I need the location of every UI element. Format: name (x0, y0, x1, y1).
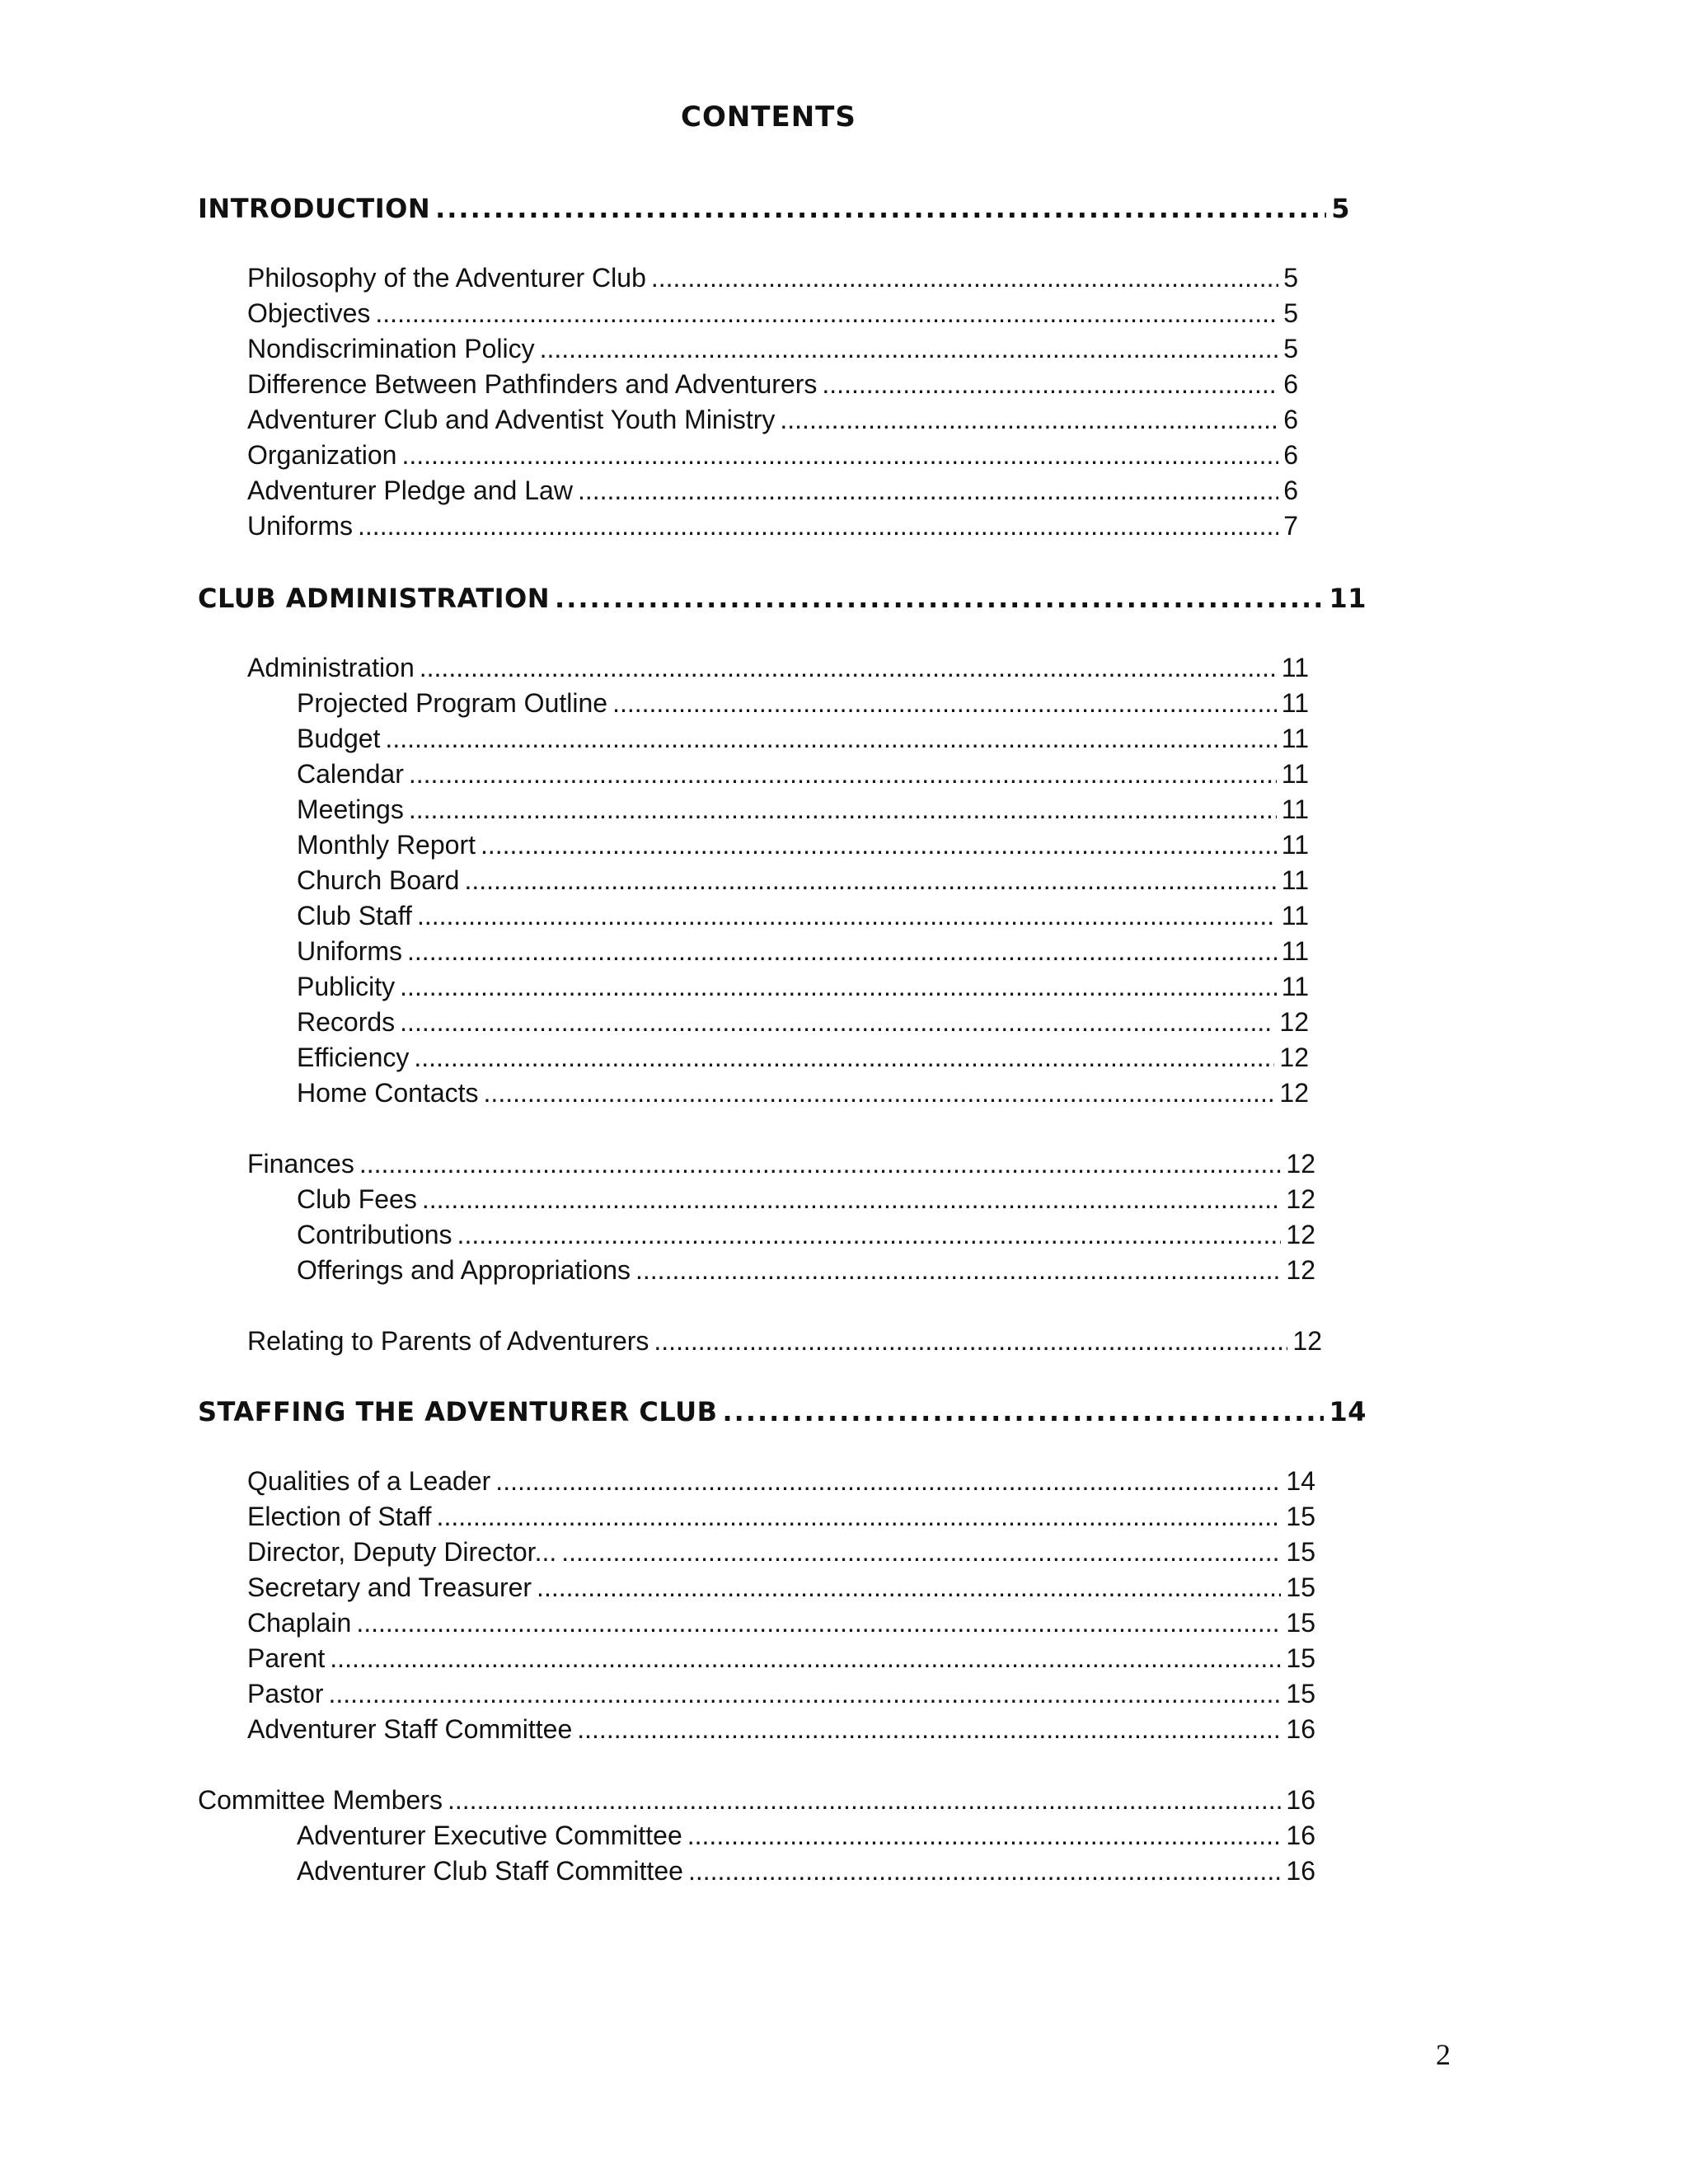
toc-entry (297, 864, 1309, 897)
dot-leader (385, 722, 1276, 755)
toc-entry-page: 11 (1281, 972, 1309, 1001)
toc-entry-title: Projected Program Outline (297, 688, 608, 718)
toc-entry-page: 12 (1279, 1078, 1309, 1108)
toc-entry-title: INTRODUCTION (198, 193, 431, 224)
toc-entry-title: Secretary and Treasurer (247, 1572, 532, 1602)
toc-entry-page: 11 (1281, 901, 1309, 930)
dot-leader (481, 828, 1277, 861)
toc-entry (297, 687, 1309, 719)
toc-entry-title: Monthly Report (297, 830, 476, 860)
toc-entry (297, 757, 1309, 790)
dot-leader (555, 581, 1324, 616)
dot-leader (414, 1041, 1274, 1074)
toc-entry-title: Difference Between Pathfinders and Adventurers (247, 369, 818, 399)
toc-section-heading (198, 581, 1367, 616)
toc-entry (247, 332, 1298, 365)
toc-entry (297, 828, 1309, 861)
toc-entry-title: Club Staff (297, 901, 412, 930)
toc-entry-page: 11 (1281, 688, 1309, 718)
toc-entry (247, 1571, 1315, 1604)
toc-entry (247, 1465, 1315, 1497)
toc-entry (297, 1854, 1315, 1887)
toc-entry-title: CLUB ADMINISTRATION (198, 583, 551, 614)
dot-leader (723, 1394, 1325, 1429)
toc-entry (297, 970, 1309, 1003)
dot-leader (578, 474, 1278, 507)
dot-leader (400, 1005, 1274, 1038)
toc-entry-page: 5 (1283, 263, 1298, 293)
toc-entry-page: 12 (1286, 1149, 1315, 1179)
toc-entry-page: 11 (1281, 794, 1309, 824)
dot-leader (328, 1677, 1281, 1710)
dot-leader (484, 1076, 1275, 1109)
dot-leader (401, 438, 1278, 471)
toc-entry-title: Efficiency (297, 1043, 410, 1072)
dot-leader (577, 1713, 1281, 1746)
toc-entry-page: 15 (1286, 1643, 1315, 1673)
toc-entry (297, 1218, 1315, 1251)
page-number: 2 (1436, 2038, 1451, 2071)
dot-leader (422, 1183, 1282, 1216)
toc-entry-page: 11 (1281, 830, 1309, 860)
toc-entry-page: 12 (1292, 1326, 1322, 1356)
toc-entry (297, 1254, 1315, 1286)
toc-entry (297, 1076, 1309, 1109)
toc-entry (297, 722, 1309, 755)
toc-entry-page: 11 (1281, 759, 1309, 789)
toc-entry-title: Publicity (297, 972, 396, 1001)
toc-entry-title: Objectives (247, 298, 371, 328)
toc-entry-title: Director, Deputy Director... (247, 1537, 557, 1567)
dot-leader (688, 1854, 1281, 1887)
toc-entry (247, 438, 1298, 471)
toc-entry (247, 1642, 1315, 1675)
toc-entry (247, 474, 1298, 507)
toc-entry-page: 15 (1286, 1679, 1315, 1708)
toc-entry-page: 14 (1286, 1466, 1315, 1496)
toc-entry-page: 12 (1279, 1007, 1309, 1037)
toc-entry-title: Administration (247, 653, 415, 682)
toc-entry-page: 12 (1286, 1184, 1315, 1214)
dot-leader (537, 1571, 1281, 1604)
toc-entry-title: STAFFING THE ADVENTURER CLUB (198, 1396, 718, 1427)
dot-leader (495, 1465, 1281, 1497)
toc-entry-page: 14 (1329, 1396, 1367, 1427)
toc-entry (247, 1500, 1315, 1533)
toc-entry-page: 5 (1283, 298, 1298, 328)
toc-entry-page: 11 (1329, 583, 1367, 614)
dot-leader (822, 368, 1278, 401)
toc-entry-page: 6 (1283, 476, 1298, 505)
toc-entry-title: Finances (247, 1149, 354, 1179)
dot-leader (612, 687, 1277, 719)
dot-leader (375, 297, 1278, 330)
dot-leader (654, 1324, 1287, 1357)
dot-leader (359, 1147, 1282, 1180)
toc-entry-page: 7 (1283, 511, 1298, 541)
toc-entry-title: Organization (247, 440, 397, 470)
toc-entry (297, 899, 1309, 932)
toc-entry-title: Adventurer Staff Committee (247, 1714, 573, 1744)
toc-entry (198, 1783, 1315, 1816)
toc-entry (297, 1183, 1315, 1216)
dot-leader (635, 1254, 1281, 1286)
toc-entry-page: 12 (1286, 1255, 1315, 1285)
dot-leader (651, 261, 1278, 294)
toc-entry (247, 651, 1309, 684)
toc-entry-title: Contributions (297, 1220, 452, 1249)
toc-entry-title: Adventurer Club Staff Committee (297, 1856, 683, 1886)
toc-entry-page: 11 (1281, 653, 1309, 682)
toc-entry-title: Qualities of a Leader (247, 1466, 491, 1496)
toc-entry-page: 16 (1286, 1714, 1315, 1744)
dot-leader (420, 651, 1277, 684)
toc-entry-title: Parent (247, 1643, 326, 1673)
toc-entry (247, 403, 1298, 436)
dot-leader (356, 1606, 1281, 1639)
toc-entry-title: Committee Members (198, 1785, 443, 1815)
dot-leader (437, 1500, 1282, 1533)
toc-section-heading (198, 1394, 1367, 1429)
toc-entry-title: Relating to Parents of Adventurers (247, 1326, 649, 1356)
toc-entry-title: Calendar (297, 759, 404, 789)
toc-entry (247, 509, 1298, 542)
dot-leader (457, 1218, 1282, 1251)
dot-leader (400, 970, 1277, 1003)
toc-entry-page: 16 (1286, 1856, 1315, 1886)
toc-entry-title: Offerings and Appropriations (297, 1255, 631, 1285)
toc-entry (297, 1041, 1309, 1074)
dot-leader (330, 1642, 1281, 1675)
toc-entry (247, 368, 1298, 401)
dot-leader (435, 191, 1326, 226)
toc-entry-title: Uniforms (297, 936, 403, 966)
toc-entry-page: 16 (1286, 1785, 1315, 1815)
toc-entry-title: Church Board (297, 865, 460, 895)
dot-leader (417, 899, 1277, 932)
toc-entry (297, 935, 1309, 968)
page-title: CONTENTS (681, 101, 856, 134)
toc-entry (247, 261, 1298, 294)
toc-entry-page: 5 (1331, 193, 1350, 224)
toc-entry-page: 11 (1281, 936, 1309, 966)
toc-entry-title: Adventurer Executive Committee (297, 1821, 682, 1850)
toc-entry-page: 16 (1286, 1821, 1315, 1850)
toc-entry-title: Home Contacts (297, 1078, 479, 1108)
dot-leader (561, 1535, 1281, 1568)
toc-entry-page: 15 (1286, 1572, 1315, 1602)
toc-entry-page: 12 (1286, 1220, 1315, 1249)
toc-entry (247, 1713, 1315, 1746)
toc-entry-title: Philosophy of the Adventurer Club (247, 263, 646, 293)
toc-entry-title: Records (297, 1007, 396, 1037)
toc-entry (247, 1535, 1315, 1568)
dot-leader (540, 332, 1279, 365)
toc-entry-page: 12 (1279, 1043, 1309, 1072)
toc-entry-page: 15 (1286, 1502, 1315, 1531)
toc-entry (247, 1606, 1315, 1639)
toc-entry-title: Adventurer Club and Adventist Youth Ministry (247, 405, 776, 434)
toc-entry (247, 1147, 1315, 1180)
toc-entry-title: Election of Staff (247, 1502, 432, 1531)
toc-entry-title: Pastor (247, 1679, 324, 1708)
toc-entry-title: Budget (297, 724, 381, 753)
toc-entry-title: Chaplain (247, 1608, 352, 1638)
dot-leader (358, 509, 1278, 542)
toc-entry-page: 6 (1283, 440, 1298, 470)
dot-leader (409, 793, 1277, 826)
dot-leader (464, 864, 1276, 897)
toc-entry-title: Nondiscrimination Policy (247, 334, 535, 363)
toc-entry-page: 5 (1283, 334, 1298, 363)
toc-entry-title: Adventurer Pledge and Law (247, 476, 573, 505)
toc-entry-title: Uniforms (247, 511, 354, 541)
dot-leader (687, 1819, 1282, 1852)
toc-entry (297, 793, 1309, 826)
toc-entry-page: 11 (1281, 865, 1309, 895)
toc-section-heading (198, 191, 1350, 226)
toc-entry (247, 297, 1298, 330)
dot-leader (407, 935, 1277, 968)
dot-leader (780, 403, 1278, 436)
toc-entry-title: Meetings (297, 794, 404, 824)
toc-entry (247, 1324, 1322, 1357)
dot-leader (409, 757, 1277, 790)
toc-entry-title: Club Fees (297, 1184, 417, 1214)
toc-entry-page: 15 (1286, 1537, 1315, 1567)
toc-entry (297, 1005, 1309, 1038)
dot-leader (448, 1783, 1281, 1816)
toc-entry (297, 1819, 1315, 1852)
toc-entry-page: 6 (1283, 369, 1298, 399)
toc-entry-page: 11 (1281, 724, 1309, 753)
toc-entry-page: 6 (1283, 405, 1298, 434)
toc-entry-page: 15 (1286, 1608, 1315, 1638)
toc-entry (247, 1677, 1315, 1710)
